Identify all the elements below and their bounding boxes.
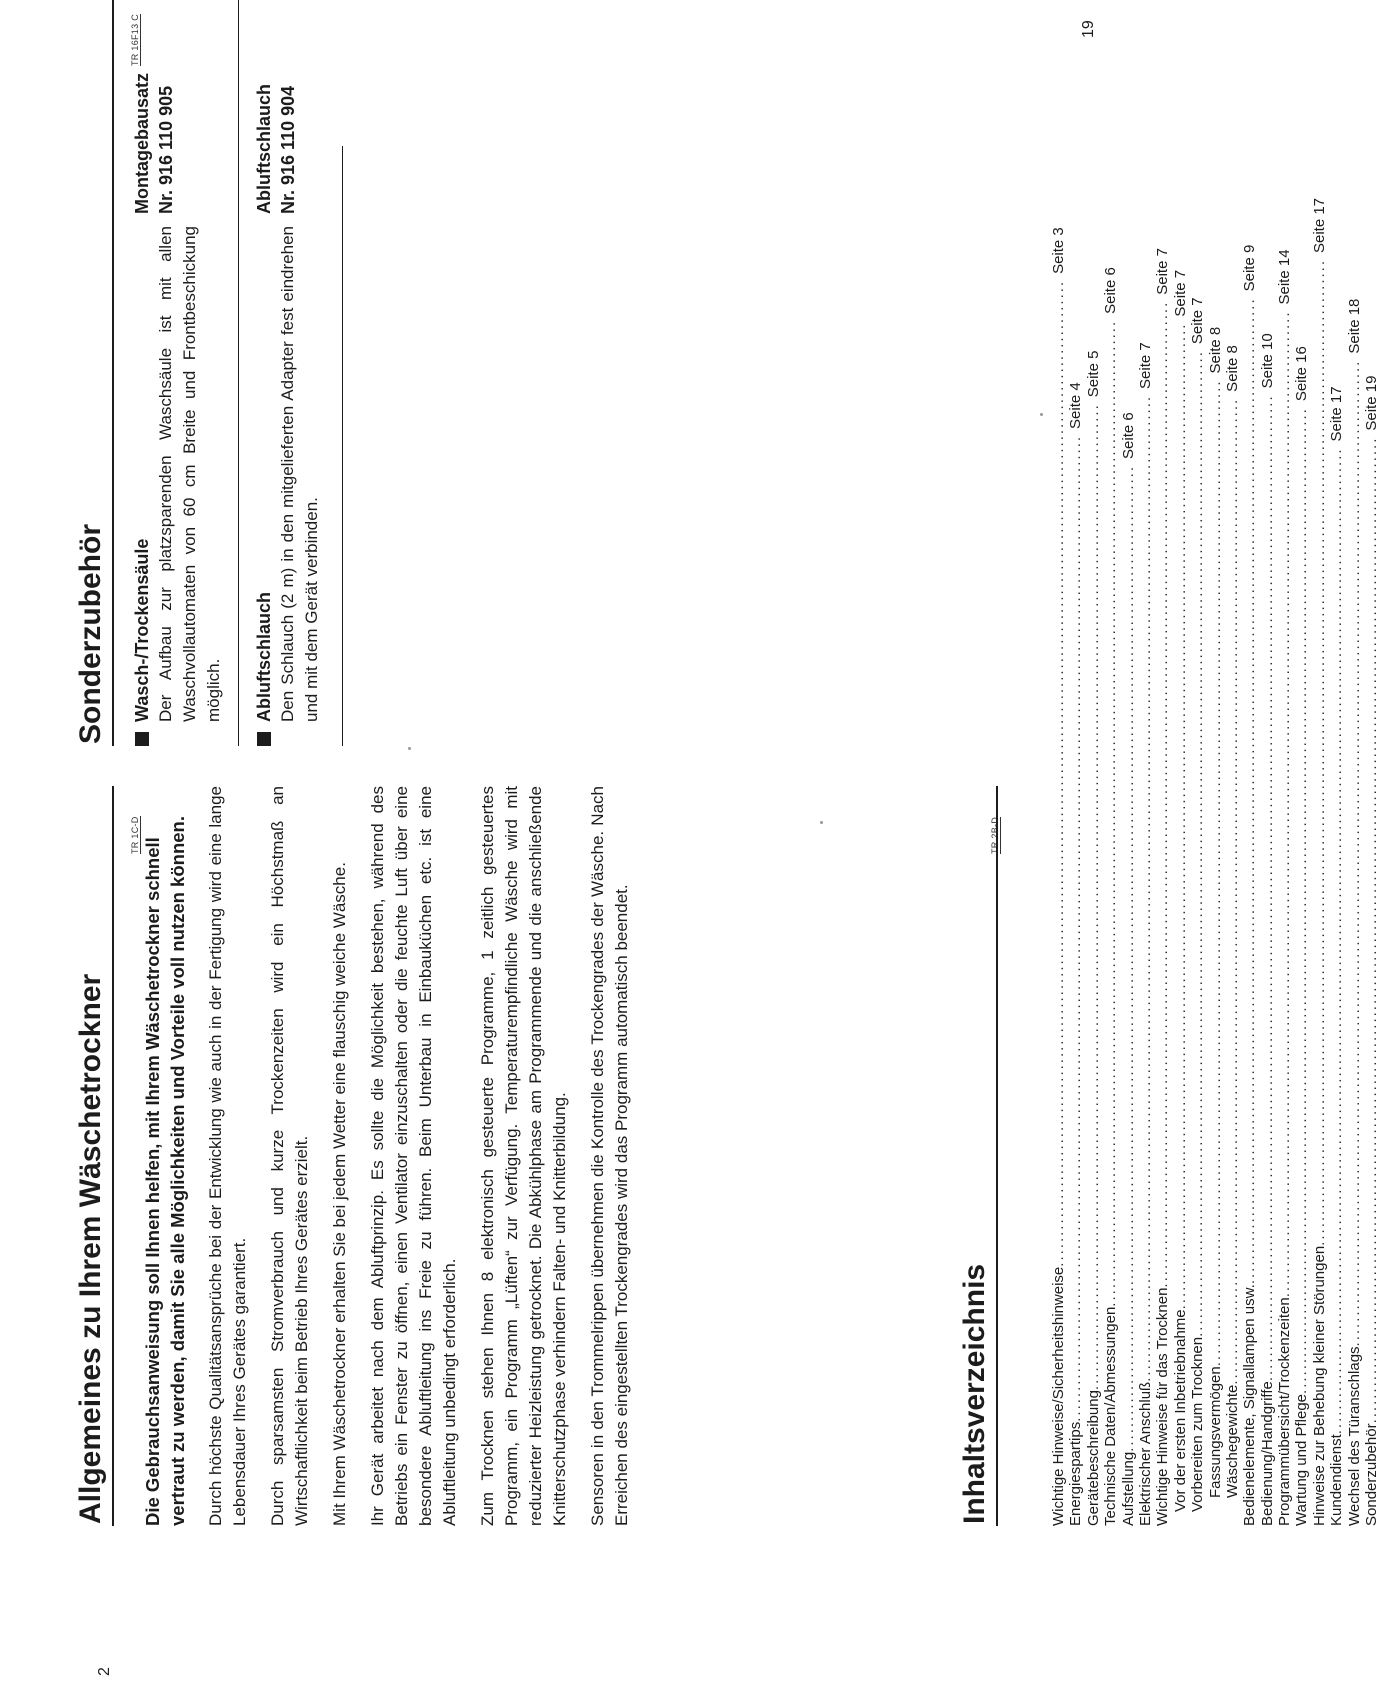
toc-leader-dots (1224, 398, 1241, 1385)
intro-title: Allgemeines zu Ihrem Wäschetrockner (74, 973, 107, 1524)
accessory-2-text: Den Schlauch (2 m) in den mitgelieferten Adapter fest eindrehen und mit dem Gerät verbinden. (278, 226, 321, 722)
toc-entry (1067, 382, 1085, 1526)
toc-entry-title: Programmübersicht/Trockenzeiten (1276, 1297, 1294, 1526)
toc-entry-title: Bedienung/Handgriffe (1258, 1381, 1276, 1526)
toc-leader-dots (1363, 437, 1380, 1424)
scan-speck (408, 747, 411, 750)
accessory-item-1 (130, 226, 226, 746)
toc-entry-title: Technische Daten/Abmessungen (1102, 1306, 1120, 1526)
toc-code: TR 2B-D (990, 816, 1000, 854)
toc-leader-dots (1328, 447, 1345, 1434)
page-number-right: 19 (1080, 20, 1097, 38)
accessories-rule (112, 0, 114, 746)
toc-leader-dots (1067, 435, 1084, 1422)
toc-entry-page: Seite 19 (1363, 375, 1380, 431)
toc-entry (1136, 342, 1154, 1526)
intro-paragraph-3: Mit Ihrem Wäschetrockner erhalten Sie bei jedem Wetter eine flauschig weiche Wäsche. (330, 862, 349, 1526)
toc-entry (1189, 297, 1207, 1526)
toc-entry-page: Seite 6 (1102, 267, 1120, 314)
toc-title: Inhaltsverzeichnis (958, 1263, 991, 1524)
accessory-divider-2 (342, 146, 343, 746)
toc-entry (1310, 197, 1328, 1526)
toc-entry-title: Aufstellung (1119, 1451, 1137, 1526)
toc-entry (1050, 227, 1067, 1526)
toc-entry-page: Seite 5 (1084, 350, 1102, 398)
toc-entry (1328, 386, 1346, 1526)
bullet-square-icon (135, 732, 149, 746)
page-number-left: 2 (96, 1667, 113, 1676)
scan-speck (820, 821, 823, 824)
accessory-divider-1 (238, 0, 239, 746)
toc-entry-title: Wichtige Hinweise für das Trocknen (1154, 1287, 1172, 1526)
toc-entry (1206, 326, 1224, 1526)
toc-entry-page: Seite 7 (1136, 342, 1154, 389)
toc-entry-title: Sonderzubehör (1363, 1423, 1380, 1526)
toc-rule (996, 786, 998, 1526)
toc-entry-page: Seite 17 (1310, 197, 1328, 254)
toc-leader-dots (1137, 395, 1154, 1382)
toc-entry (1241, 244, 1259, 1526)
toc-entry-title: Energiespartips (1067, 1421, 1085, 1526)
toc-entry-page: Seite 3 (1050, 227, 1067, 274)
toc-entry-title: Vorbereiten zum Trocknen (1189, 1336, 1207, 1512)
toc-entry (1171, 269, 1189, 1526)
accessory-2-number: Nr. 916 110 904 (278, 85, 298, 214)
intro-lead: Die Gebrauchsanweisung soll Ihnen helfen, mit Ihrem Wäschetrockner schnell vertraut zu werden, damit Sie alle Möglichkeiten und Vorteile voll nutzen können. (142, 816, 188, 1526)
accessory-2-name: Abluftschlauch (254, 591, 274, 722)
toc-entry (1102, 267, 1120, 1526)
toc-entry-title: Gerätebeschreibung (1084, 1390, 1102, 1526)
accessory-1-number: Nr. 916 110 905 (156, 85, 176, 214)
intro-paragraph-2: Durch sparsamsten Stromverbrauch und kurze Trockenzeiten wird ein Höchstmaß an Wirtschaftlichkeit beim Betrieb Ihres Gerätes erzielt. (268, 786, 311, 1526)
toc-entry (1084, 350, 1102, 1526)
toc-entry-title: Wichtige Hinweise/Sicherheitshinweise (1050, 1266, 1067, 1526)
toc-leader-dots (1207, 379, 1224, 1366)
toc-entry-title: Hinweise zur Behebung kleiner Störungen (1310, 1245, 1328, 1526)
toc-leader-dots (1154, 301, 1171, 1288)
toc-entry (1363, 375, 1380, 1526)
toc-entry-title: Vor der ersten Inbetriebnahme (1171, 1309, 1189, 1512)
toc-leader-dots (1050, 280, 1067, 1267)
toc-entry-page: Seite 7 (1154, 248, 1172, 295)
accessory-item-2 (252, 226, 324, 746)
toc-entry (1276, 249, 1294, 1526)
accessory-1-name: Wasch-/Trockensäule (132, 538, 152, 722)
toc-leader-dots (1189, 350, 1206, 1337)
intro-paragraph-4: Ihr Gerät arbeitet nach dem Abluftprinzip. Es sollte die Möglichkeit bestehen, während des Betriebs ein Fenster zu öffnen, einen Ventilator einzuschalten oder die feuchte Luft über eine besondere Abluftleitung ins Freie zu führen. Beim Unterbau in Einbauküchen etc. ist eine Abluftleitung unbedingt erforderlich. (368, 786, 459, 1526)
scan-speck (1040, 413, 1043, 416)
toc-entry-page: Seite 7 (1171, 269, 1189, 317)
toc-entry-page: Seite 10 (1258, 333, 1276, 389)
accessories-code: TR 16F13 C (130, 13, 140, 66)
toc-entry (1154, 248, 1172, 1526)
intro-paragraph-5: Zum Trocknen stehen Ihnen 8 elektronisch gesteuerte Programme, 1 zeitlich gesteuertes Programm, ein Programm „Lüften“ zur Verfügung. Temperaturempfindliche Wäsche wird mit reduzierter Heizleistung getrocknet. Die Abkühlphase am Programmende und die anschließende Knitterschutzphase verhindern Falten- und Knitterbildung. (478, 786, 569, 1526)
toc-entry-title: Bedienelemente, Signallampen usw. (1241, 1284, 1259, 1526)
toc-entry (1258, 333, 1276, 1526)
accessories-title: Sonderzubehör (74, 523, 107, 744)
toc-entry (1293, 346, 1311, 1526)
accessory-2-label: Abluftschlauch (254, 83, 274, 214)
toc-leader-dots (1276, 311, 1293, 1298)
accessory-1-label: Montagebausatz (132, 72, 152, 214)
toc-entry-title: Elektrischer Anschluß (1136, 1381, 1154, 1526)
toc-entry-title: Fassungsvermögen (1206, 1366, 1224, 1498)
toc-leader-dots (1120, 465, 1137, 1452)
toc-leader-dots (1311, 259, 1328, 1246)
toc-entry-page: Seite 17 (1328, 386, 1346, 442)
intro-body (142, 786, 648, 1526)
intro-rule (112, 786, 114, 1526)
intro-code: TR 1C-D (130, 816, 140, 854)
toc-entry-page: Seite 18 (1345, 298, 1363, 354)
toc-leader-dots (1085, 403, 1102, 1390)
toc-leader-dots (1241, 297, 1258, 1284)
bullet-square-icon (257, 732, 271, 746)
toc-entry-page: Seite 4 (1067, 382, 1085, 429)
toc-entry-page: Seite 9 (1241, 244, 1259, 292)
toc-leader-dots (1293, 407, 1310, 1394)
intro-paragraph-6: Sensoren in den Trommelrippen übernehmen die Kontrolle des Trockengrades der Wäsche. Nach Erreichen des eingestellten Trockengrades wird das Programm automatisch beendet. (588, 786, 631, 1526)
toc-leader-dots (1172, 323, 1189, 1310)
toc-entry-title: Wäschegewichte (1223, 1384, 1241, 1498)
accessory-1-text: Der Aufbau zur platzsparenden Waschsäule ist mit allen Waschvollautomaten von 60 cm Breite und Frontbeschickung möglich. (156, 226, 223, 722)
toc-entry-page: Seite 7 (1189, 297, 1207, 345)
toc-entry-page: Seite 14 (1276, 249, 1294, 305)
toc-entry-page: Seite 8 (1223, 345, 1241, 392)
toc-entry-page: Seite 6 (1119, 412, 1137, 459)
toc-entry (1223, 345, 1241, 1526)
toc-entry (1345, 298, 1363, 1526)
toc-entry (1119, 412, 1137, 1526)
toc-leader-dots (1346, 360, 1363, 1347)
toc-leader-dots (1259, 394, 1276, 1381)
intro-paragraph-1: Durch höchste Qualitätsansprüche bei der Entwicklung wie auch in der Fertigung wird eine lange Lebensdauer Ihres Gerätes garantiert. (206, 786, 249, 1526)
toc-entry-title: Kundendienst (1328, 1434, 1346, 1526)
toc-list (1050, 197, 1380, 1526)
toc-entry-title: Wechsel des Türanschlags (1345, 1346, 1363, 1526)
toc-entry-title: Wartung und Pflege (1293, 1393, 1311, 1526)
toc-entry-page: Seite 16 (1293, 346, 1311, 402)
toc-leader-dots (1102, 320, 1119, 1307)
toc-entry-page: Seite 8 (1206, 326, 1224, 374)
